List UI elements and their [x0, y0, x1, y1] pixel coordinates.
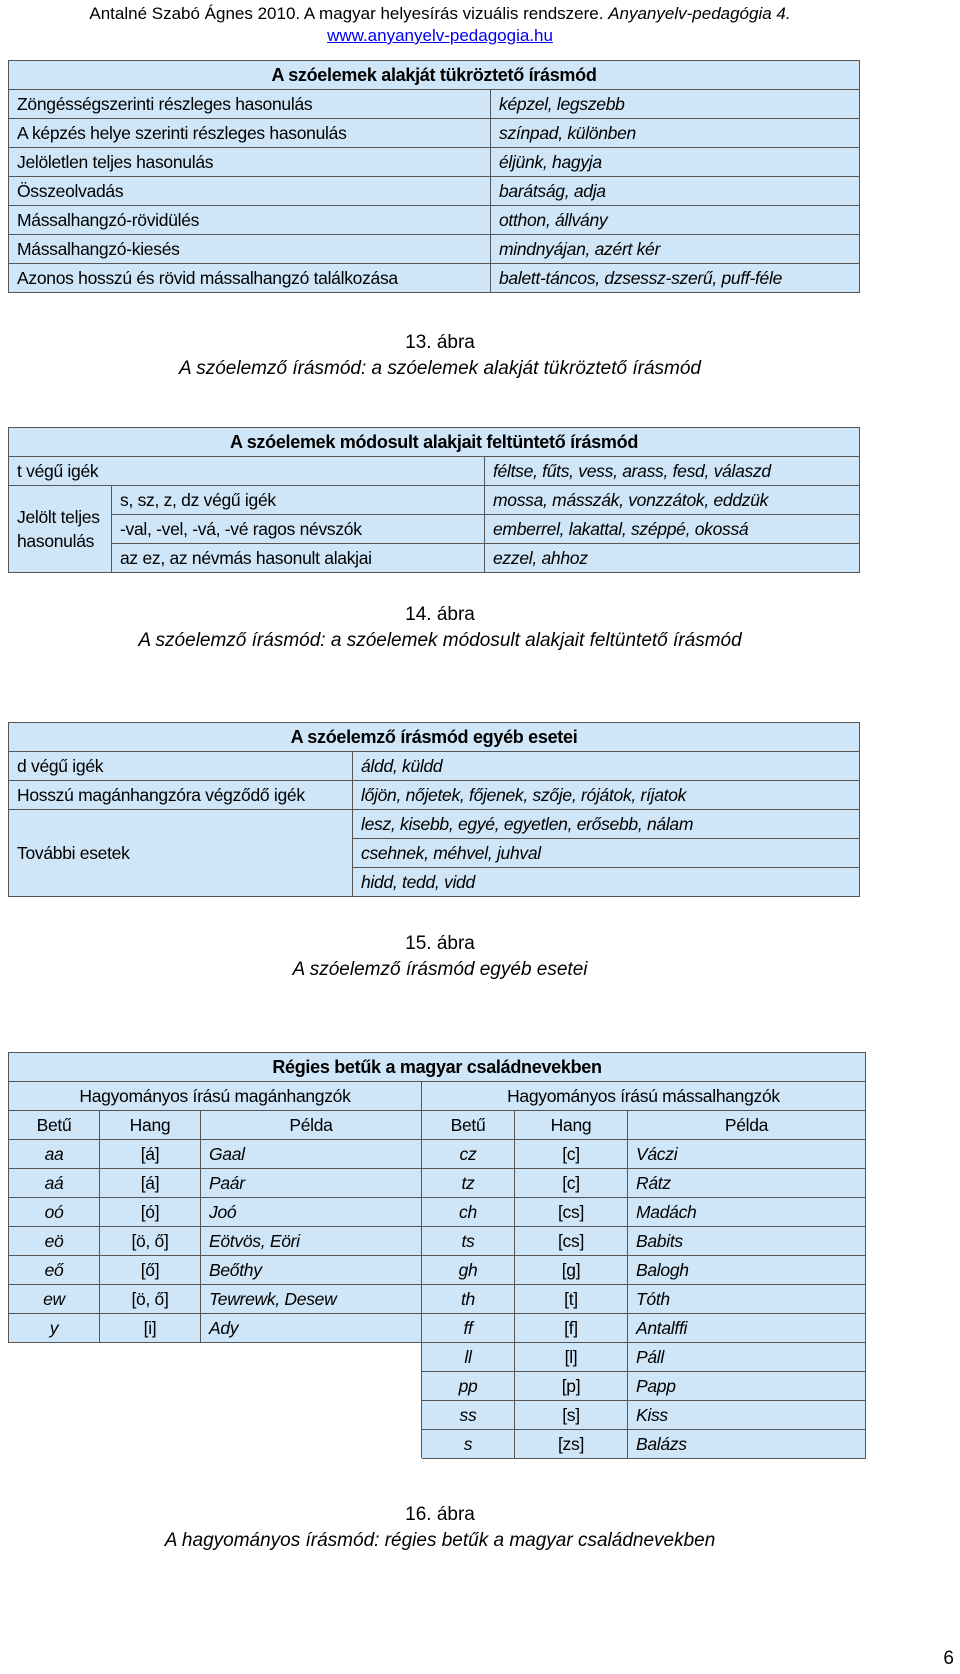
table-cell: [c]	[515, 1169, 628, 1198]
table-cell: barátság, adja	[491, 177, 860, 206]
figure-13-caption	[0, 330, 880, 382]
table-cell: [s]	[515, 1401, 628, 1430]
table-cell: otthon, állvány	[491, 206, 860, 235]
table-cell: színpad, különben	[491, 119, 860, 148]
figure-14-caption	[0, 602, 880, 654]
figure-15-table	[8, 722, 860, 897]
table-cell: Madách	[628, 1198, 866, 1227]
table-cell: Paár	[201, 1169, 422, 1198]
table-cell: ezzel, ahhoz	[485, 544, 860, 573]
table-cell: Eötvös, Eöri	[201, 1227, 422, 1256]
header-citation: Antalné Szabó Ágnes 2010. A magyar helyesírás vizuális rendszere.	[89, 4, 609, 23]
table-cell: Kiss	[628, 1401, 866, 1430]
table-row	[9, 1285, 866, 1314]
table-cell: y	[9, 1314, 100, 1343]
table-row	[9, 457, 860, 486]
table-cell: t végű igék	[9, 457, 485, 486]
table-cell: éljünk, hagyja	[491, 148, 860, 177]
table-cell: pp	[422, 1372, 515, 1401]
table-cell: [c]	[515, 1140, 628, 1169]
table-row	[9, 235, 860, 264]
figure-15-caption-text: A szóelemző írásmód egyéb esetei	[292, 959, 588, 980]
table-cell: Zöngésségszerinti részleges hasonulás	[9, 90, 491, 119]
table-row	[9, 1256, 866, 1285]
table-cell: Összeolvadás	[9, 177, 491, 206]
table-cell: [ő]	[100, 1256, 201, 1285]
table-cell: [ó]	[100, 1198, 201, 1227]
table-cell: Rátz	[628, 1169, 866, 1198]
page-number: 6	[943, 1648, 954, 1669]
table-row	[9, 1343, 866, 1372]
table-row	[9, 810, 860, 839]
figure-14-table	[8, 427, 860, 573]
table-cell: [g]	[515, 1256, 628, 1285]
table-cell: Balázs	[628, 1430, 866, 1459]
table-cell: Mássalhangzó-kiesés	[9, 235, 491, 264]
table-row	[9, 1140, 866, 1169]
table-cell: lesz, kisebb, egyé, egyetlen, erősebb, nálam	[353, 810, 860, 839]
table-cell: s	[422, 1430, 515, 1459]
table-cell: féltse, fűts, vess, arass, fesd, válaszd	[485, 457, 860, 486]
figure-15-caption	[0, 931, 880, 983]
table-cell: Hosszú magánhangzóra végződő igék	[9, 781, 353, 810]
header-url-line	[0, 26, 880, 46]
table-row	[9, 177, 860, 206]
table-cell: [l]	[515, 1343, 628, 1372]
figure-16-caption	[0, 1502, 880, 1554]
figure-13-table	[8, 60, 860, 293]
table-row	[9, 119, 860, 148]
header-journal: Anyanyelv-pedagógia 4.	[608, 4, 791, 23]
figure-16-number: 16. ábra	[405, 1504, 475, 1525]
table-cell: eő	[9, 1256, 100, 1285]
table-cell: ch	[422, 1198, 515, 1227]
table-cell: képzel, legszebb	[491, 90, 860, 119]
figure-16-title: Régies betűk a magyar családnevekben	[9, 1053, 866, 1082]
column-header: Hang	[515, 1111, 628, 1140]
table-cell: ll	[422, 1343, 515, 1372]
table-cell: mindnyájan, azért kér	[491, 235, 860, 264]
table-cell: Jelöletlen teljes hasonulás	[9, 148, 491, 177]
table-cell: Tewrewk, Desew	[201, 1285, 422, 1314]
table-cell: Mássalhangzó-rövidülés	[9, 206, 491, 235]
table-row	[9, 148, 860, 177]
table-cell: ff	[422, 1314, 515, 1343]
table-cell: [á]	[100, 1169, 201, 1198]
table-cell: balett-táncos, dzsessz-szerű, puff-féle	[491, 264, 860, 293]
table-row	[9, 752, 860, 781]
table-cell: Gaal	[201, 1140, 422, 1169]
column-header: Hang	[100, 1111, 201, 1140]
table-cell: -val, -vel, -vá, -vé ragos névszók	[112, 515, 485, 544]
table-cell: Joó	[201, 1198, 422, 1227]
table-row	[9, 206, 860, 235]
table-row	[9, 486, 860, 515]
table-cell: emberrel, lakattal, széppé, okossá	[485, 515, 860, 544]
table-cell: csehnek, méhvel, juhval	[353, 839, 860, 868]
table-row	[9, 1169, 866, 1198]
table-cell: Antalffi	[628, 1314, 866, 1343]
table-row	[9, 264, 860, 293]
table-cell: Babits	[628, 1227, 866, 1256]
table-cell: gh	[422, 1256, 515, 1285]
figure-13-number: 13. ábra	[405, 332, 475, 353]
table-cell: aá	[9, 1169, 100, 1198]
figure-14-caption-text: A szóelemző írásmód: a szóelemek módosult alakjait feltüntető írásmód	[138, 630, 742, 651]
figure-15-title: A szóelemző írásmód egyéb esetei	[9, 723, 860, 752]
empty-cell	[9, 1343, 422, 1459]
table-cell: [ö, ő]	[100, 1227, 201, 1256]
table-cell: s, sz, z, dz végű igék	[112, 486, 485, 515]
table-row	[9, 1314, 866, 1343]
table-row	[9, 1227, 866, 1256]
table-cell: [zs]	[515, 1430, 628, 1459]
table-cell: Balogh	[628, 1256, 866, 1285]
table-cell: Jelölt teljes hasonulás	[9, 486, 112, 573]
document-header	[0, 4, 880, 24]
table-cell: tz	[422, 1169, 515, 1198]
table-cell: [f]	[515, 1314, 628, 1343]
table-cell: d végű igék	[9, 752, 353, 781]
table-row	[9, 781, 860, 810]
column-header: Betű	[422, 1111, 515, 1140]
table-cell: ew	[9, 1285, 100, 1314]
figure-13-caption-text: A szóelemző írásmód: a szóelemek alakját tükröztető írásmód	[178, 358, 702, 379]
table-cell: aa	[9, 1140, 100, 1169]
table-cell: lőjön, nőjetek, főjenek, szője, rójátok, ríjatok	[353, 781, 860, 810]
table-cell: [t]	[515, 1285, 628, 1314]
table-cell: Tóth	[628, 1285, 866, 1314]
table-cell: [ö, ő]	[100, 1285, 201, 1314]
table-cell: ss	[422, 1401, 515, 1430]
figure-16-table	[8, 1052, 866, 1459]
table-cell: hidd, tedd, vidd	[353, 868, 860, 897]
table-row	[9, 515, 860, 544]
figure-13-title: A szóelemek alakját tükröztető írásmód	[9, 61, 860, 90]
table-row	[9, 544, 860, 573]
group-header-consonants: Hagyományos írású mássalhangzók	[422, 1082, 866, 1111]
table-cell: [cs]	[515, 1227, 628, 1256]
column-header: Példa	[201, 1111, 422, 1140]
table-row	[9, 1082, 866, 1111]
table-cell: mossa, másszák, vonzzátok, eddzük	[485, 486, 860, 515]
figure-14-title: A szóelemek módosult alakjait feltüntető írásmód	[9, 428, 860, 457]
column-header: Példa	[628, 1111, 866, 1140]
table-cell: cz	[422, 1140, 515, 1169]
column-header: Betű	[9, 1111, 100, 1140]
figure-15-number: 15. ábra	[405, 933, 475, 954]
table-cell: az ez, az névmás hasonult alakjai	[112, 544, 485, 573]
table-row	[9, 90, 860, 119]
table-cell: áldd, küldd	[353, 752, 860, 781]
table-cell: eö	[9, 1227, 100, 1256]
table-cell: [á]	[100, 1140, 201, 1169]
table-cell: A képzés helye szerinti részleges hasonulás	[9, 119, 491, 148]
table-row	[9, 1198, 866, 1227]
table-cell: Ady	[201, 1314, 422, 1343]
table-cell: ts	[422, 1227, 515, 1256]
table-cell: Papp	[628, 1372, 866, 1401]
table-header-row	[9, 1111, 866, 1140]
table-cell: Beőthy	[201, 1256, 422, 1285]
table-cell: oó	[9, 1198, 100, 1227]
table-cell: [p]	[515, 1372, 628, 1401]
group-header-vowels: Hagyományos írású magánhangzók	[9, 1082, 422, 1111]
table-cell: Váczi	[628, 1140, 866, 1169]
table-cell: További esetek	[9, 810, 353, 897]
header-url-link[interactable]: www.anyanyelv-pedagogia.hu	[327, 26, 553, 45]
table-cell: Azonos hosszú és rövid mássalhangzó találkozása	[9, 264, 491, 293]
table-cell: [cs]	[515, 1198, 628, 1227]
figure-16-caption-text: A hagyományos írásmód: régies betűk a magyar családnevekben	[164, 1530, 716, 1551]
table-cell: [i]	[100, 1314, 201, 1343]
figure-14-number: 14. ábra	[405, 604, 475, 625]
table-cell: th	[422, 1285, 515, 1314]
table-cell: Páll	[628, 1343, 866, 1372]
